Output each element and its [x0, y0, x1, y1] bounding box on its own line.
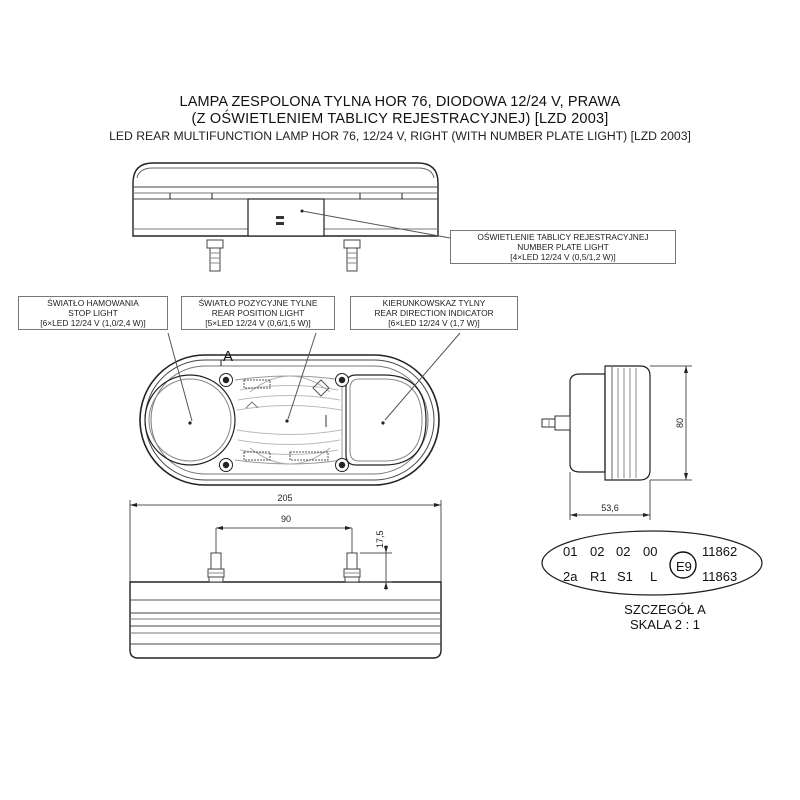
- title-polish-line1: LAMPA ZESPOLONA TYLNA HOR 76, DIODOWA 12/24 V, PRAWA: [179, 94, 621, 110]
- callout-indicator-en: REAR DIRECTION INDICATOR: [374, 308, 494, 318]
- svg-text:90: 90: [280, 514, 292, 524]
- detail-caption-scale: SKALA 2 : 1: [629, 617, 701, 632]
- callout-position-spec: [5×LED 12/24 V (0,6/1,5 W)]: [205, 318, 311, 328]
- callout-stop-pl: ŚWIATŁO HAMOWANIA: [47, 298, 139, 308]
- approval-row2-code-4: L: [650, 569, 658, 584]
- approval-ellipse: [542, 531, 762, 595]
- svg-text:80: 80: [675, 417, 685, 429]
- callout-position-en: REAR POSITION LIGHT: [211, 308, 305, 318]
- callout-indicator-spec: [6×LED 12/24 V (1,7 W)]: [388, 318, 480, 328]
- callout-indicator-pl: KIERUNKOWSKAZ TYLNY: [382, 298, 486, 308]
- title-polish-line2: (Z OŚWIETLENIEM TABLICY REJESTRACYJNEJ) [LZD 2003]: [191, 111, 609, 127]
- svg-text:E9: E9: [676, 559, 692, 574]
- approval-row2-code-1: 2a: [563, 569, 578, 584]
- approval-row1-code-3: 02: [616, 544, 631, 559]
- detail-marker-a: A: [223, 348, 234, 365]
- approval-row1-code-4: 00: [643, 544, 658, 559]
- e-mark-icon: [670, 552, 696, 578]
- detail-caption: [600, 602, 730, 632]
- approval-row2-code-2: R1: [590, 569, 607, 584]
- approval-row1-code-2: 02: [590, 544, 605, 559]
- callout-stop-spec: [6×LED 12/24 V (1,0/2,4 W)]: [40, 318, 146, 328]
- title-english: LED REAR MULTIFUNCTION LAMP HOR 76, 12/24 V, RIGHT (WITH NUMBER PLATE LIGHT) [LZD 2003]: [109, 129, 691, 143]
- approval-number-1: 11862: [702, 544, 738, 559]
- callout-stop-en: STOP LIGHT: [68, 308, 118, 318]
- svg-text:53,6: 53,6: [601, 503, 619, 513]
- callout-number-plate-spec: [4×LED 12/24 V (0,5/1,2 W)]: [510, 252, 616, 262]
- detail-caption-title: SZCZEGÓŁ A: [624, 602, 706, 617]
- callout-number-plate-en: NUMBER PLATE LIGHT: [517, 242, 609, 252]
- approval-row2-code-3: S1: [617, 569, 633, 584]
- callout-position-pl: ŚWIATŁO POZYCYJNE TYLNE: [198, 298, 318, 308]
- approval-number-2: 11863: [702, 569, 738, 584]
- callout-number-plate-pl: OŚWIETLENIE TABLICY REJESTRACYJNEJ: [477, 232, 649, 242]
- svg-text:17,5: 17,5: [375, 530, 385, 548]
- svg-text:205: 205: [277, 493, 293, 503]
- approval-row1-code-1: 01: [563, 544, 578, 559]
